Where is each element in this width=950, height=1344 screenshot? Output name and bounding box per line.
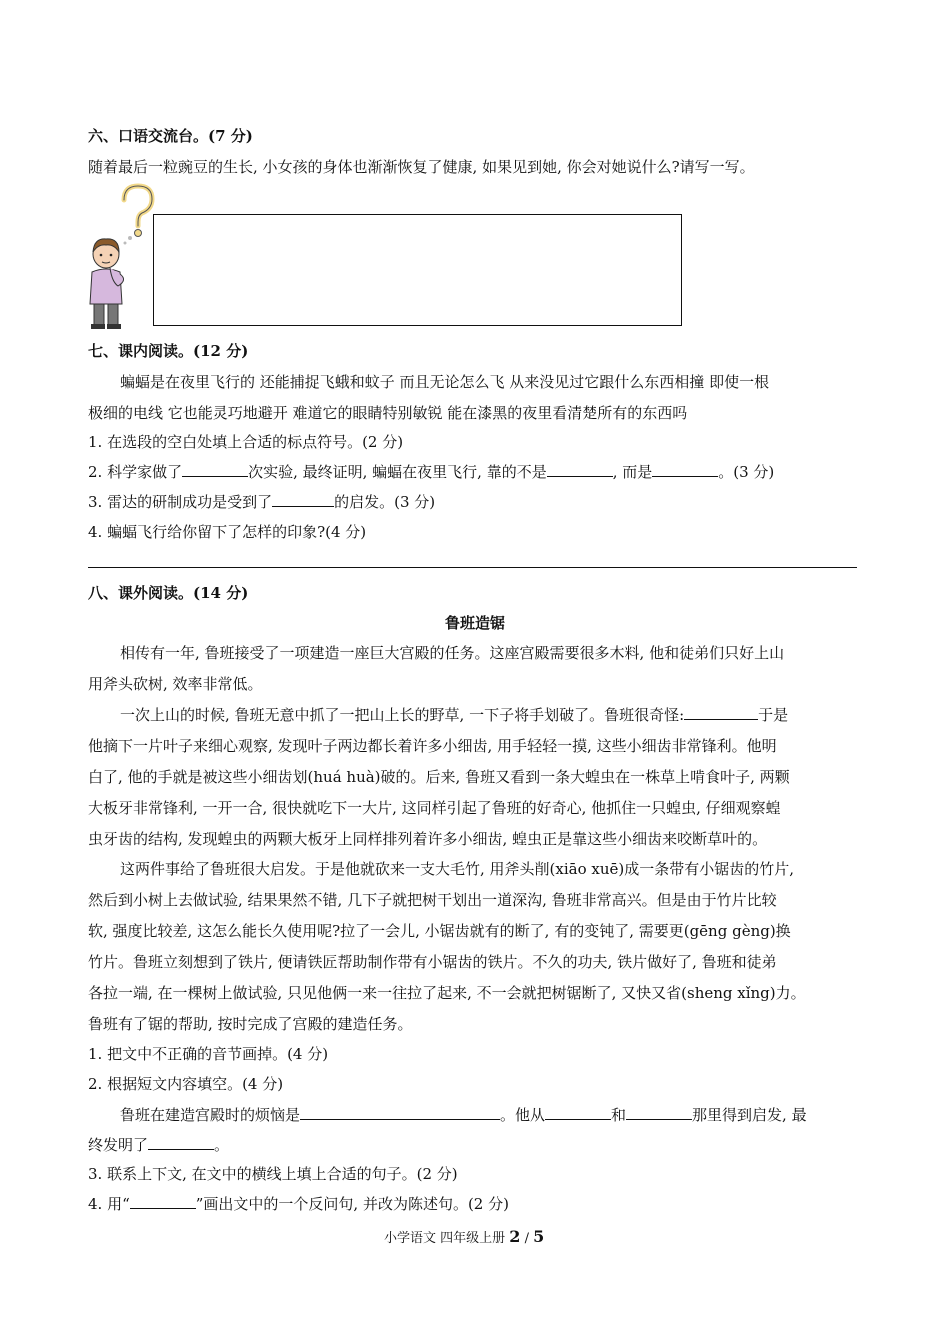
section8-q3: 3. 联系上下文, 在文中的横线上填上合适的句子。(2 分) xyxy=(88,1165,458,1183)
paragraph-line: 他摘下一片叶子来细心观察, 发现叶子两边都长着许多小细齿, 用手轻轻一摸, 这些小细齿非常锋利。他明 xyxy=(88,737,777,755)
paragraph-line: 竹片。鲁班立刻想到了铁片, 便请铁匠帮助制作带有小锯齿的铁片。不久的功夫, 铁片做好了, 鲁班和徒弟 xyxy=(88,953,777,971)
paragraph-line: 用斧头砍树, 效率非常低。 xyxy=(88,675,263,693)
q4-text: ”画出文中的一个反问句, 并改为陈述句。(2 分) xyxy=(195,1195,509,1213)
paragraph-line: 这两件事给了鲁班很大启发。于是他就砍来一支大毛竹, 用斧头削(xiāo xuē)成一条带有小锯齿的竹片, xyxy=(120,860,795,878)
question-mark-icon xyxy=(124,186,152,237)
section7-q3 xyxy=(88,491,435,512)
section7-q2 xyxy=(88,461,774,482)
paragraph-line: 软, 强度比较差, 这怎么能长久使用呢?拉了一会儿, 小锯齿就有的断了, 有的变钝了, 需要更(gēng gèng)换 xyxy=(88,922,791,940)
q2-text: 。(3 分) xyxy=(718,463,775,481)
fill-text: 。 xyxy=(214,1136,230,1154)
blank[interactable] xyxy=(626,1105,692,1120)
thinking-boy-illustration xyxy=(84,182,156,330)
paragraph-line: 各拉一端, 在一棵树上做试验, 只见他俩一来一往拉了起来, 不一会就把树锯断了, 又快又省(sheng xǐng)力。 xyxy=(88,984,806,1002)
page-total: 5 xyxy=(533,1227,545,1246)
answer-line[interactable] xyxy=(88,567,857,568)
page-footer xyxy=(384,1227,544,1246)
blank[interactable] xyxy=(545,1105,611,1120)
paragraph-text: 于是 xyxy=(758,706,789,724)
section7-q1: 1. 在选段的空白处填上合适的标点符号。(2 分) xyxy=(88,433,404,451)
answer-box[interactable] xyxy=(153,214,682,326)
blank[interactable] xyxy=(547,462,613,477)
paragraph-line xyxy=(120,704,788,725)
blank[interactable] xyxy=(182,462,248,477)
story-title: 鲁班造锯 xyxy=(444,614,505,632)
q3-text: 3. 雷达的研制成功是受到了 xyxy=(88,493,273,511)
blank[interactable] xyxy=(684,705,758,720)
paragraph-line: 虫牙齿的结构, 发现蝗虫的两颗大板牙上同样排列着许多小细齿, 蝗虫正是靠这些小细齿来咬断草叶的。 xyxy=(88,830,768,848)
blank[interactable] xyxy=(148,1135,214,1150)
fill-text: 和 xyxy=(611,1106,627,1124)
q2-text: 次实验, 最终证明, 蝙蝠在夜里飞行, 靠的不是 xyxy=(248,463,547,481)
blank[interactable] xyxy=(300,1105,500,1120)
paragraph-line: 大板牙非常锋利, 一开一合, 很快就吃下一大片, 这同样引起了鲁班的好奇心, 他抓住一只蝗虫, 仔细观察蝗 xyxy=(88,799,781,817)
fill-text: 那里得到启发, 最 xyxy=(692,1106,807,1124)
section8-q4 xyxy=(88,1193,509,1214)
q2-text: 2. 科学家做了 xyxy=(88,463,183,481)
section6-prompt: 随着最后一粒豌豆的生长, 小女孩的身体也渐渐恢复了健康, 如果见到她, 你会对她说什么?请写一写。 xyxy=(88,158,755,176)
section6-heading: 六、口语交流台。(7 分) xyxy=(88,127,253,145)
section8-heading: 八、课外阅读。(14 分) xyxy=(88,584,249,602)
blank[interactable] xyxy=(652,462,718,477)
section7-q4: 4. 蝙蝠飞行给你留下了怎样的印象?(4 分) xyxy=(88,523,367,541)
blank[interactable] xyxy=(130,1194,196,1209)
paragraph-line: 鲁班有了锯的帮助, 按时完成了宫殿的建造任务。 xyxy=(88,1015,413,1033)
section7-passage-line: 极细的电线 它也能灵巧地避开 难道它的眼睛特别敏锐 能在漆黑的夜里看清楚所有的东西吗 xyxy=(88,404,688,422)
footer-label: 小学语文 四年级上册 xyxy=(384,1231,506,1246)
q3-text: 的启发。(3 分) xyxy=(334,493,436,511)
section8-q1: 1. 把文中不正确的音节画掉。(4 分) xyxy=(88,1045,329,1063)
paragraph-line: 然后到小树上去做试验, 结果果然不错, 几下子就把树干划出一道深沟, 鲁班非常高兴。但是由于竹片比较 xyxy=(88,891,777,909)
fill-text: 鲁班在建造宫殿时的烦恼是 xyxy=(120,1106,301,1124)
section7-passage-line: 蝙蝠是在夜里飞行的 还能捕捉飞蛾和蚊子 而且无论怎么飞 从来没见过它跟什么东西相撞 即使一根 xyxy=(120,373,770,391)
paragraph-text: 一次上山的时候, 鲁班无意中抓了一把山上长的野草, 一下子将手划破了。鲁班很奇怪: xyxy=(120,706,685,724)
paragraph-line: 白了, 他的手就是被这些小细齿划(huá huà)破的。后来, 鲁班又看到一条大蝗虫在一株草上啃食叶子, 两颗 xyxy=(88,768,790,786)
section8-q2-fill-cont xyxy=(88,1134,229,1155)
page-separator: / xyxy=(524,1231,529,1246)
section8-q2-fill xyxy=(120,1104,807,1125)
q4-text: 4. 用“ xyxy=(88,1195,130,1213)
blank[interactable] xyxy=(272,492,334,507)
q2-text: , 而是 xyxy=(612,463,653,481)
fill-text: 。他从 xyxy=(500,1106,546,1124)
section7-heading: 七、课内阅读。(12 分) xyxy=(88,342,249,360)
fill-text: 终发明了 xyxy=(88,1136,149,1154)
section8-q2: 2. 根据短文内容填空。(4 分) xyxy=(88,1075,284,1093)
paragraph-line: 相传有一年, 鲁班接受了一项建造一座巨大宫殿的任务。这座宫殿需要很多木料, 他和徒弟们只好上山 xyxy=(120,644,785,662)
page-number: 2 xyxy=(509,1227,521,1246)
